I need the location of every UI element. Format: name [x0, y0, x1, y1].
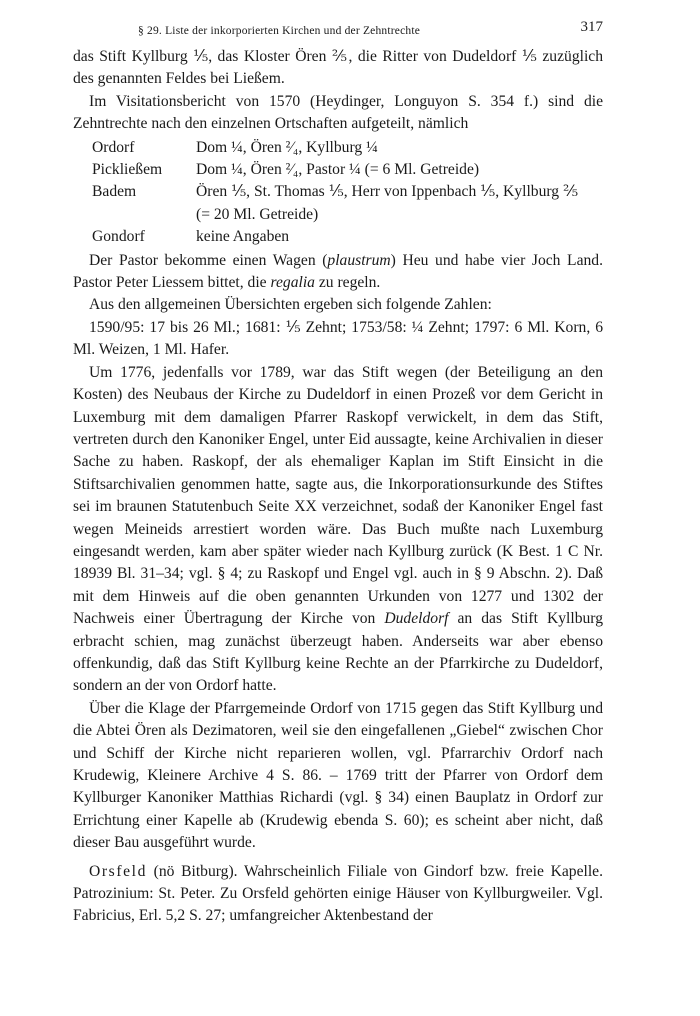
tithe-row [92, 204, 603, 226]
tithe-place: Gondorf [92, 228, 145, 246]
tithe-rights: (= 20 Ml. Getreide) [196, 205, 319, 223]
paragraph-visitation: Im Visitationsbericht von 1570 (Heydinger, Longuyon S. 354 f.) sind die Zehntrechte nach den einzelnen Ortschaften aufgeteilt, nämlich [73, 92, 603, 133]
paragraph-lawsuit: Um 1776, jedenfalls vor 1789, war das Stift wegen (der Beteiligung an den Kosten) des Neubaus der Kirche zu Dudeldorf in einen Prozeß vor dem Gericht in Luxemburg mit dem damaligen Pfarrer Raskopf verwickelt, in dem das Stift, vertreten durch den Kanoniker Engel, unter Eid aussagte, keine Archivalien in dieser Sache zu haben. Raskopf, der als ehemaliger Kaplan im Stift Einsicht in die Stiftsarchivalien genommen hatte, sagte aus, die Inkorporationsurkunde des Stiftes sei im braunen Statutenbuch Seite XX verzeichnet, sodaß der Kanoniker Engel fast wegen Meineids arrestiert worden wäre. Das Buch mußte nach Luxemburg eingesandt werden, kam aber später wieder nach Kyllburg zurück (K Best. 1 C Nr. 18939 Bl. 31–34; vgl. § 4; zu Raskopf und Engel vgl. auch in § 9 Abschn. 2). Daß mit dem Hinweis auf die oben genannten Urkunden von 1277 und 1302 der Nachweis einer Übertragung der Kirche von Dudeldorf an das Stift Kyllburg erbracht schien, mag zunächst überzeugt haben. Anderseits war aber ebenso offenkundig, daß das Stift Kyllburg keine Rechte an der Pfarrkirche zu Dudeldorf, sondern an der von Ordorf hatte. [73, 363, 603, 695]
paragraph-continuation: das Stift Kyllburg ⅕, das Kloster Ören ⅖, die Ritter von Dudeldorf ⅕ zuzüglich des genannten Feldes bei Ließem. [73, 48, 603, 88]
running-head: § 29. Liste der inkorporierten Kirchen und der Zehntrechte [138, 25, 421, 37]
tithe-row [92, 181, 603, 203]
tithe-place: Ordorf [92, 138, 135, 156]
tithe-place: Badem [92, 183, 137, 201]
book-page [73, 14, 603, 925]
paragraph-ordorf-complaint: Über die Klage der Pfarrgemeinde Ordorf von 1715 gegen das Stift Kyllburg und die Abtei Ören als Dezimatoren, weil sie den eingefallenen „Giebel“ zwischen Chor und Schiff der Kirche nicht reparieren wollen, vgl. Pfarrarchiv Ordorf nach Krudewig, Kleinere Archive 4 S. 86. – 1769 tritt der Pfarrer von Ordorf dem Kyllburger Kanoniker Matthias Richardi (vgl. § 34) einen Bauplatz in Ordorf zur Errichtung einer Kapelle ab (Krudewig ebenda S. 60); es scheint aber nicht, daß dieser Bau ausgeführt wurde. [73, 699, 603, 852]
tithe-row [92, 137, 603, 159]
page-body [73, 46, 603, 928]
paragraph-orsfeld: Orsfeld (nö Bitburg). Wahrscheinlich Filiale von Gindorf bzw. freie Kapelle. Patrozinium: St. Peter. Zu Orsfeld gehörten einige Häuser von Kyllburgweiler. Vgl. Fabricius, Erl. 5,2 S. 27; umfangreicher Aktenbestand der [73, 862, 603, 925]
term-plaustrum: plaustrum [327, 251, 391, 269]
paragraph-pastor: Der Pastor bekomme einen Wagen (plaustrum) Heu und habe vier Joch Land. Pastor Peter Liessem bittet, die regalia zu regeln. [73, 251, 603, 292]
term-regalia: regalia [270, 274, 315, 292]
tithe-rights: keine Angaben [196, 228, 290, 246]
tithe-row [92, 159, 603, 181]
tithe-table [92, 137, 603, 249]
paragraph-overview: Aus den allgemeinen Übersichten ergeben sich folgende Zahlen: [89, 296, 492, 314]
tithe-rights: Dom ¼, Ören ²⁄₄, Pastor ¼ (= 6 Ml. Getreide) [196, 161, 480, 179]
tithe-row [92, 226, 603, 248]
page-header [73, 14, 603, 44]
term-dudeldorf: Dudeldorf [384, 610, 449, 628]
tithe-rights: Dom ¼, Ören ²⁄₄, Kyllburg ¼ [196, 138, 378, 156]
tithe-place [92, 204, 196, 226]
tithe-place: Pickließem [92, 161, 163, 179]
paragraph-figures: 1590/95: 17 bis 26 Ml.; 1681: ⅕ Zehnt; 1753/58: ¼ Zehnt; 1797: 6 Ml. Korn, 6 Ml. Weizen, 1 Ml. Hafer. [73, 318, 603, 359]
tithe-rights: Ören ⅕, St. Thomas ⅕, Herr von Ippenbach ⅕, Kyllburg ⅖ [196, 183, 579, 201]
entry-name-orsfeld: Orsfeld [89, 862, 147, 880]
page-number: 317 [580, 19, 603, 35]
